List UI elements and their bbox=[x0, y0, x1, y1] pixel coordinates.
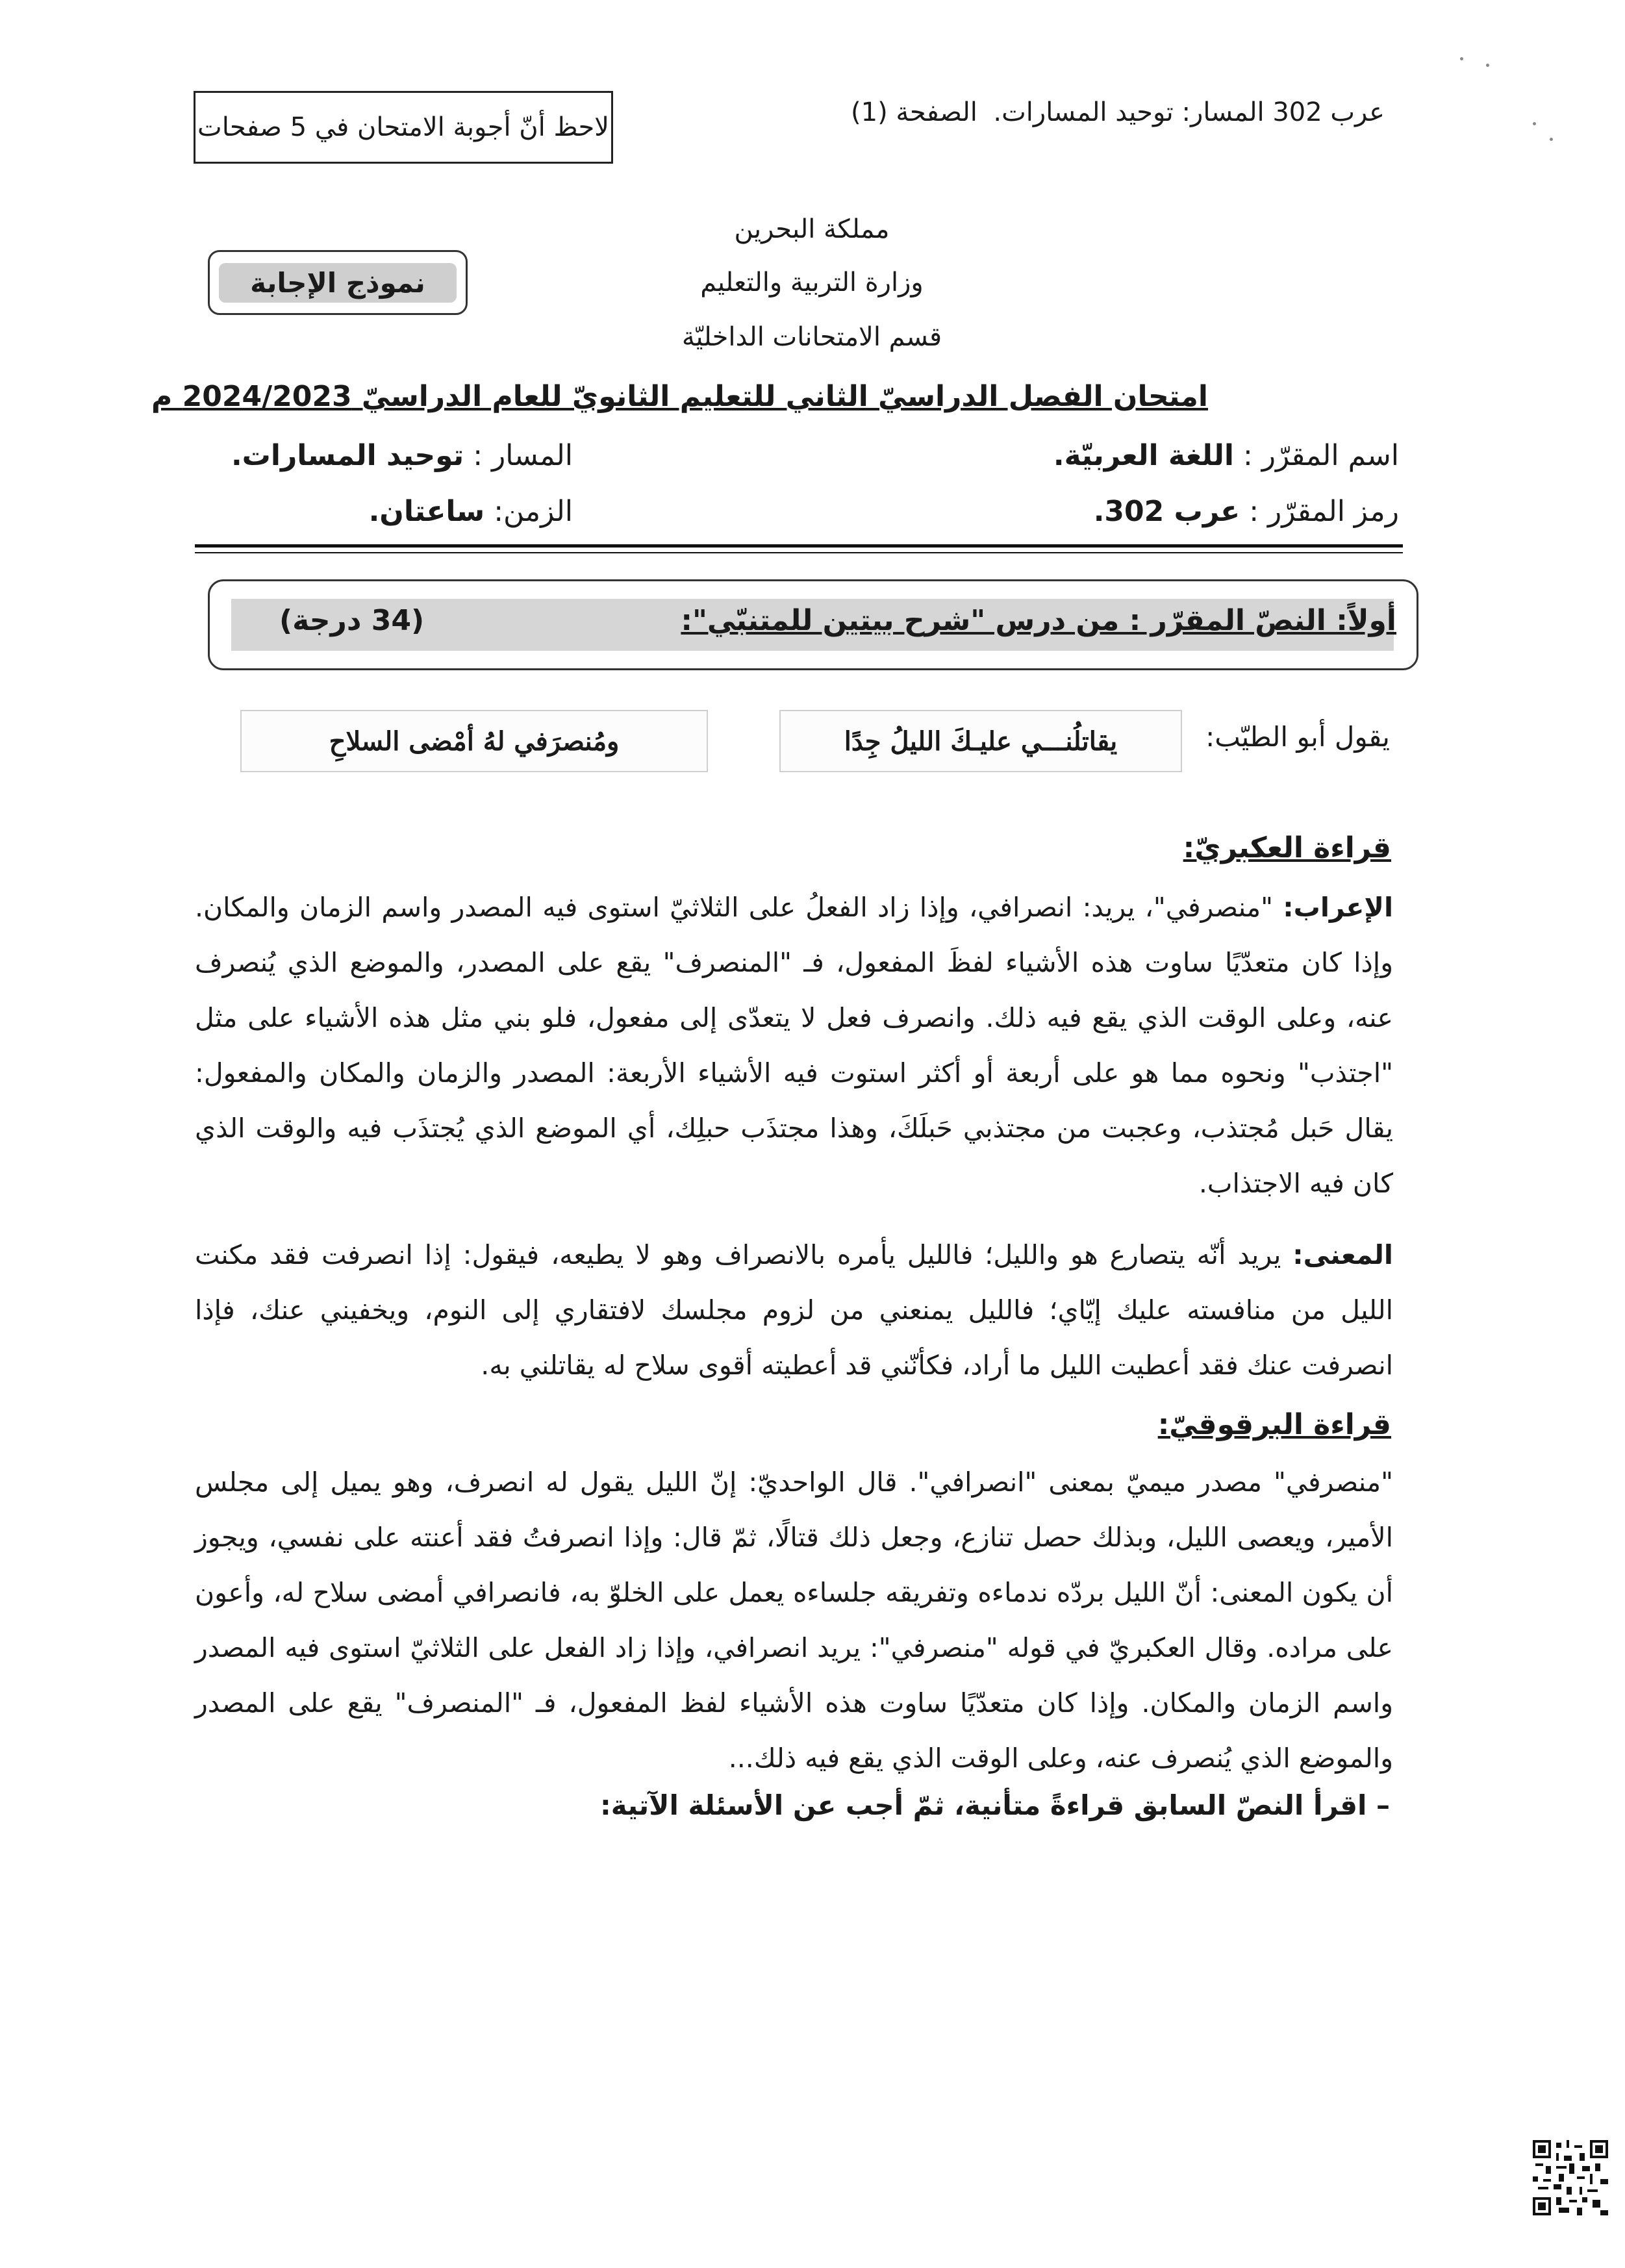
page-number: الصفحة (1) bbox=[851, 97, 977, 127]
scan-speck bbox=[1550, 138, 1553, 141]
scan-speck bbox=[1460, 57, 1463, 60]
header-rule-thin bbox=[195, 552, 1403, 553]
time-value: ساعتان. bbox=[368, 495, 485, 528]
scan-speck bbox=[1486, 64, 1489, 67]
meaning-label: المعنى: bbox=[1292, 1239, 1393, 1270]
barqouqi-text: "منصرفي" مصدر ميميّ بمعنى "انصرافي". قال الواحديّ: إنّ الليل يقول له انصرف، وهو يميل إلى مجلس الأمير، ويعصى الليل، وبذلك حصل تنازع، وجعل ذلك قتالًا، ثمّ قال: وإذا انصرفتُ فقد أعنته على نفسي، ويجوز أن يكون المعنى: أنّ الليل بردّه ندماءه وتفريقه جلساءه يعمل على الخلوّ به، فانصرافي أمضى سلاح له، وأعون على مراده. وقال العكبريّ في قوله "منصرفي": يريد انصرافي، وإذا زاد الفعل على الثلاثيّ استوى فيه المصدر واسم الزمان والمكان. وإذا كان متعدّيًا ساوت هذه الأشياء لفظ المفعول، فـ "المنصرف" يقع على المصدر والموضع الذي يُنصرف عنه، وعلى الوقت الذي يقع فيه ذلك... bbox=[195, 1467, 1393, 1774]
exam-title: امتحان الفصل الدراسيّ الثاني للتعليم الثانويّ للعام الدراسيّ 2024/2023 م bbox=[151, 380, 1208, 413]
pages-note: لاحظ أنّ أجوبة الامتحان في 5 صفحات bbox=[197, 112, 609, 142]
irab-label: الإعراب: bbox=[1283, 892, 1393, 923]
irab-text: "منصرفي"، يريد: انصرافي، وإذا زاد الفعلُ على الثلاثيّ استوى فيه المصدر واسم الزمان والمكان. وإذا كان متعدّيًا ساوت هذه الأشياء لفظَ المفعول، فـ "المنصرف" يقع على المصدر، والموضع الذي يُنصرف عنه، وعلى الوقت الذي يقع فيه ذلك. وانصرف فعل لا يتعدّى إلى مفعول، فلو بني مثل هذه الأشياء على مثل "اجتذب" ونحوه مما هو على أربعة أو أكثر استوت فيه الأشياء الأربعة: المصدر والزمان والمكان والمفعول: يقال حَبل مُجتذب، وعجبت من مجتذبي حَبلَكَ، وهذا مجتذَب حبلِك، أي الموضع الذي يُجتذَب فيه والوقت الذي كان فيه الاجتذاب. bbox=[195, 892, 1393, 1199]
scan-speck bbox=[1533, 122, 1536, 125]
course-name-value: اللغة العربيّة. bbox=[1053, 439, 1234, 472]
barqouqi-heading: قراءة البرقوقيّ: bbox=[1157, 1408, 1391, 1441]
header-rule-thick bbox=[195, 544, 1403, 548]
course-name bbox=[1053, 439, 1399, 472]
task-instruction: – اقرأ النصّ السابق قراءةً متأنية، ثمّ أجب عن الأسئلة الآتية: bbox=[599, 1789, 1390, 1821]
section-title: أولاً: النصّ المقرّر : من درس "شرح بيتين للمتنبّي": bbox=[681, 604, 1396, 637]
irab-paragraph bbox=[195, 880, 1393, 1211]
model-answer-label: نموذج الإجابة bbox=[219, 263, 457, 303]
section-grade: (34 درجة) bbox=[279, 604, 425, 637]
course-name-label: اسم المقرّر : bbox=[1242, 439, 1399, 472]
track-label: المسار : bbox=[473, 439, 573, 472]
barqouqi-paragraph bbox=[195, 1455, 1393, 1786]
model-answer-stamp bbox=[208, 250, 468, 315]
track-value: توحيد المسارات. bbox=[231, 439, 464, 472]
exam-time bbox=[369, 495, 573, 528]
time-label: الزمن: bbox=[494, 495, 573, 528]
meaning-text: يريد أنّه يتصارع هو والليل؛ فالليل يأمره بالانصراف وهو لا يطيعه، فيقول: إذا انصرفت فقد مكنت الليل من منافسته عليك إيّاي؛ فالليل يمنعني من لزوم مجلسك لافتقاري إلى النوم، ويخفيني عنك، فإذا انصرفت عنك فقد أعطيت الليل ما أراد، فكأنّني قد أعطيته أقوى سلاح له يقاتلني به. bbox=[195, 1239, 1393, 1381]
okbari-heading: قراءة العكبريّ: bbox=[1183, 831, 1391, 864]
first-hemistich: يقاتلُنـــي عليـكَ الليلُ جِدًا bbox=[779, 710, 1182, 772]
course-code-value: عرب 302. bbox=[1093, 495, 1241, 528]
verse-intro: يقول أبو الطيّب: bbox=[1205, 721, 1390, 753]
course-code-label: رمز المقرّر : bbox=[1249, 495, 1399, 528]
ministry-name: وزارة التربية والتعليم bbox=[700, 268, 924, 297]
course-code bbox=[1094, 495, 1399, 528]
course-line: عرب 302 المسار: توحيد المسارات. bbox=[993, 97, 1385, 127]
second-hemistich: ومُنصرَفي لهُ أمْضى السلاحِ bbox=[240, 710, 708, 772]
kingdom-name: مملكة البحرين bbox=[734, 214, 890, 244]
qr-code-icon bbox=[1533, 2140, 1608, 2215]
meaning-paragraph bbox=[195, 1228, 1393, 1393]
pages-note-box bbox=[194, 91, 613, 164]
department-name: قسم الامتحانات الداخليّة bbox=[681, 322, 942, 352]
track bbox=[231, 439, 573, 472]
